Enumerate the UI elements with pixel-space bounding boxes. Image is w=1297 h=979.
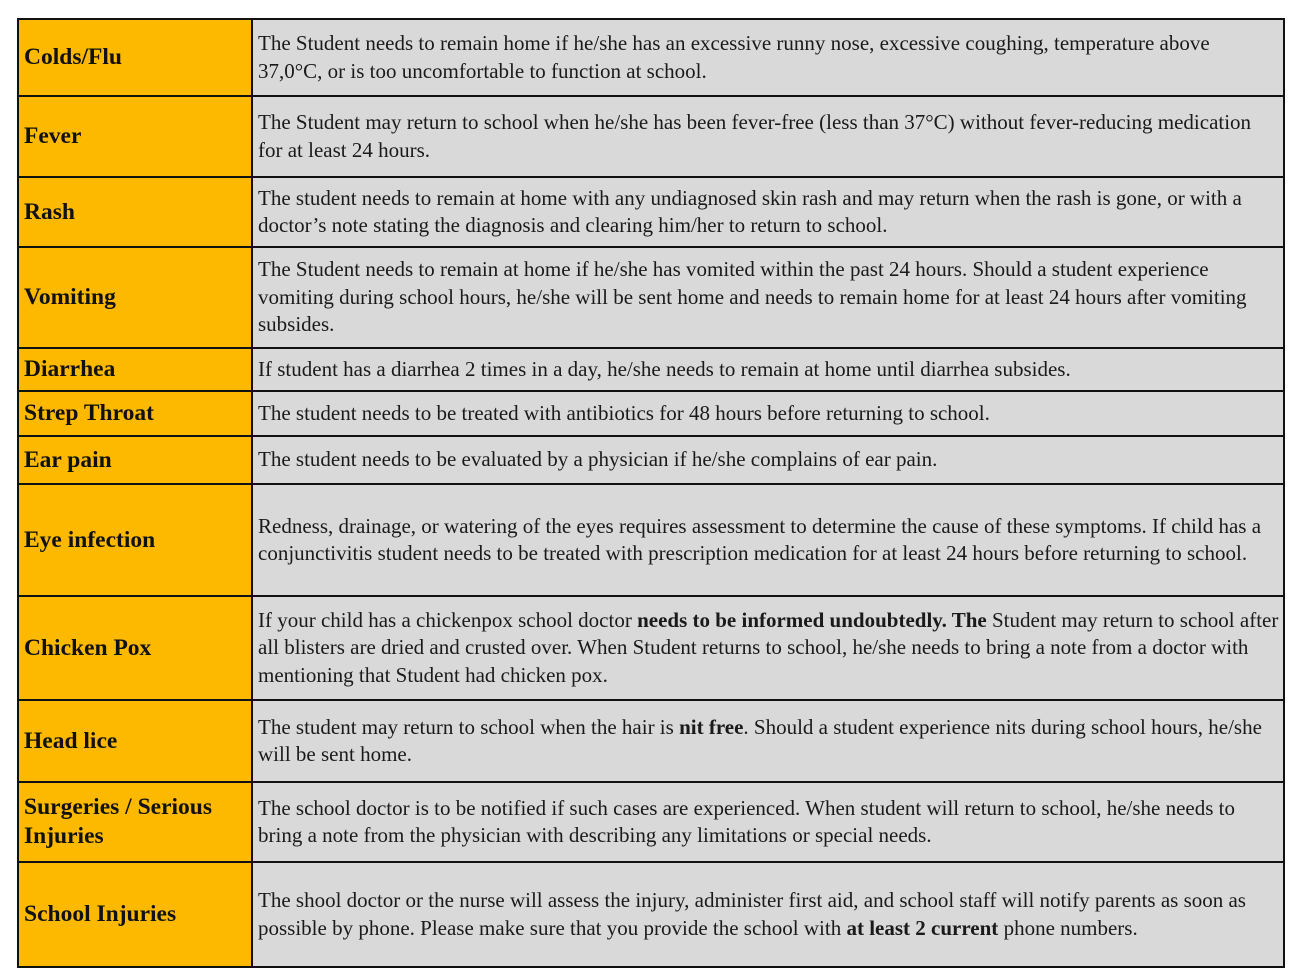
description-emphasis: needs to be informed undoubtedly. The: [637, 607, 987, 632]
description-cell: [252, 596, 1284, 700]
illness-policy-table: [17, 18, 1285, 968]
description-text: . Should a student experience nits during school hours, he/she will be sent home.: [258, 714, 1262, 766]
description-text: The Student may return to school when he/she has been fever-free (less than 37°C) without fever-reducing medication for at least 24 hours.: [258, 110, 1252, 162]
condition-cell: Head lice: [18, 700, 252, 782]
description-text: The student needs to be evaluated by a physician if he/she complains of ear pain.: [258, 447, 938, 472]
description-text: Redness, drainage, or watering of the eyes requires assessment to determine the cause of these symptoms. If child has a conjunctivitis student needs to be treated with prescription medication for at least 24 hours before returning to school.: [258, 513, 1262, 565]
description-text: The shool doctor or the nurse will assess the injury, administer first aid, and school staff will notify parents as soon as possible by phone. Please make sure that you provide the school with: [258, 888, 1246, 940]
table-row: [18, 700, 1284, 782]
description-text: The Student needs to remain at home if he/she has vomited within the past 24 hours. Should a student experience vomiting during school hours, he/she will be sent home and needs to remain home for at least 24 hours after vomiting subsides.: [258, 257, 1247, 337]
condition-cell: Rash: [18, 177, 252, 247]
description-text: phone numbers.: [998, 915, 1138, 940]
table-row: [18, 436, 1284, 484]
table-row: [18, 484, 1284, 596]
description-emphasis: nit free: [679, 714, 744, 739]
description-text: If student has a diarrhea 2 times in a day, he/she needs to remain at home until diarrhea subsides.: [258, 356, 1071, 381]
description-text: The school doctor is to be notified if such cases are experienced. When student will return to school, he/she needs to bring a note from the physician with describing any limitations or special needs.: [258, 795, 1235, 847]
description-cell: [252, 177, 1284, 247]
condition-cell: Chicken Pox: [18, 596, 252, 700]
condition-cell: Vomiting: [18, 247, 252, 348]
table-row: [18, 596, 1284, 700]
description-cell: [252, 436, 1284, 484]
table-row: [18, 348, 1284, 391]
table-row: [18, 19, 1284, 96]
table-row: [18, 177, 1284, 247]
description-cell: [252, 19, 1284, 96]
description-cell: [252, 782, 1284, 862]
table-row: [18, 247, 1284, 348]
description-cell: [252, 862, 1284, 967]
condition-cell: Strep Throat: [18, 391, 252, 436]
description-cell: [252, 391, 1284, 436]
condition-cell: Surgeries / Serious Injuries: [18, 782, 252, 862]
condition-cell: Colds/Flu: [18, 19, 252, 96]
description-text: If your child has a chickenpox school doctor: [258, 607, 638, 632]
condition-cell: Eye infection: [18, 484, 252, 596]
description-cell: [252, 96, 1284, 177]
table-row: [18, 862, 1284, 967]
description-cell: [252, 700, 1284, 782]
description-text: Student may return to school after all blisters are dried and crusted over. When Student returns to school, he/she needs to bring a note from a doctor with mentioning that Student had chicken pox.: [258, 607, 1279, 687]
description-cell: [252, 484, 1284, 596]
policy-table-body: [18, 19, 1284, 967]
description-text: The Student needs to remain home if he/she has an excessive runny nose, excessive coughing, temperature above 37,0°C, or is too uncomfortable to function at school.: [258, 31, 1210, 83]
description-cell: [252, 247, 1284, 348]
description-cell: [252, 348, 1284, 391]
table-row: [18, 391, 1284, 436]
condition-cell: Diarrhea: [18, 348, 252, 391]
description-emphasis: at least 2 current: [846, 915, 999, 940]
description-text: The student needs to be treated with antibiotics for 48 hours before returning to school.: [258, 400, 990, 425]
table-row: [18, 96, 1284, 177]
condition-cell: Ear pain: [18, 436, 252, 484]
condition-cell: Fever: [18, 96, 252, 177]
description-text: The student needs to remain at home with any undiagnosed skin rash and may return when the rash is gone, or with a doctor’s note stating the diagnosis and clearing him/her to return to school.: [258, 185, 1242, 237]
description-text: The student may return to school when the hair is: [258, 714, 680, 739]
condition-cell: School Injuries: [18, 862, 252, 967]
table-row: [18, 782, 1284, 862]
